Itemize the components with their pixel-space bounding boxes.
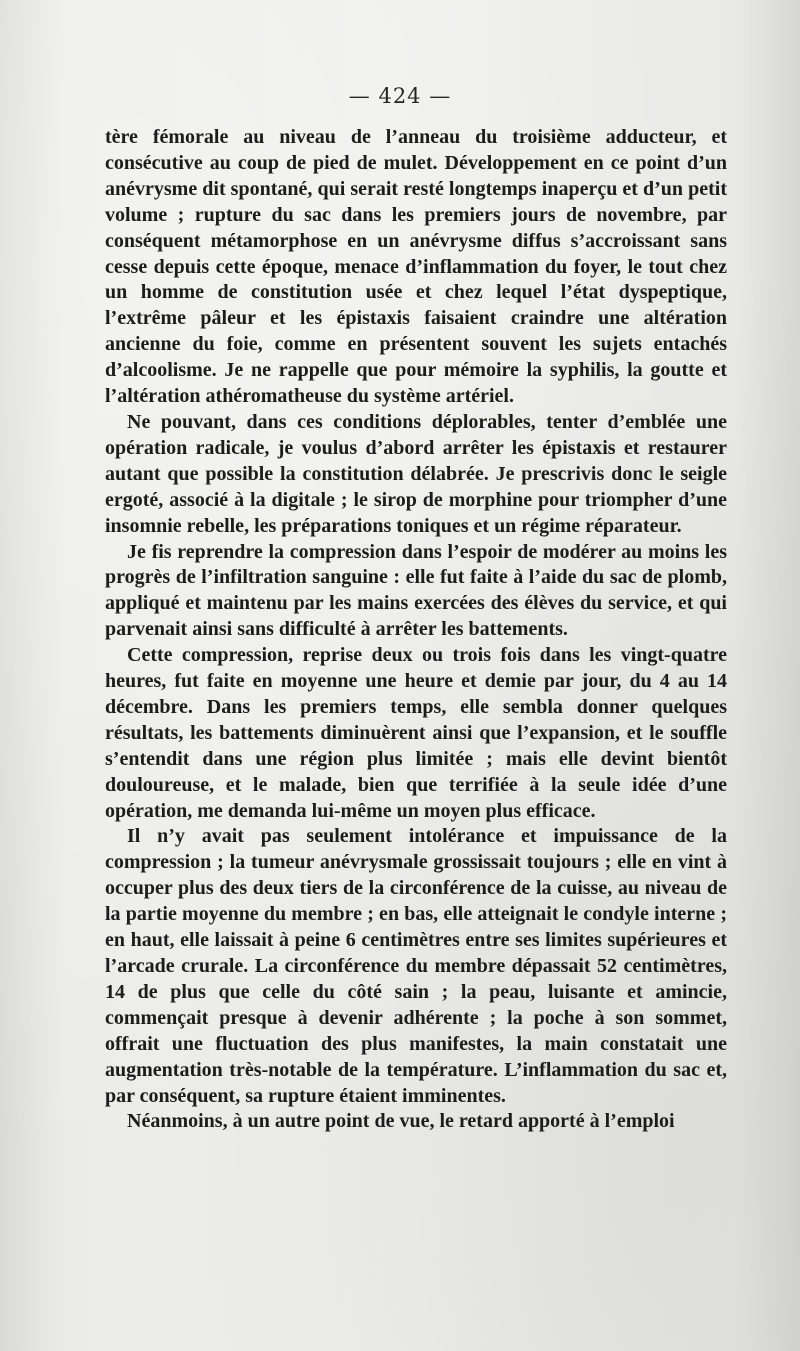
paragraph-continuation: tère fémorale au niveau de l’anneau du troisième adducteur, et consécutive au coup de pied de mulet. Développement en ce point d’un anévrysme dit spontané, qui serait resté longtemps inaperçu et d’un petit volume ; rupture du sac dans les premiers jours de novembre, par conséquent métamorphose en un anévrysme diffus s’accroissant sans cesse depuis cette époque, menace d’inflammation du foyer, le tout chez un homme de constitution usée et chez lequel l’état dyspeptique, l’extrême pâleur et les épistaxis faisaient craindre une altération ancienne du foie, comme en présentent souvent les sujets entachés d’alcoolisme. Je ne rappelle que pour mémoire la syphilis, la goutte et l’altération athéromatheuse du système artériel. bbox=[105, 126, 727, 408]
paragraph: Ne pouvant, dans ces conditions déplorables, tenter d’emblée une opération radicale, je voulus d’abord arrêter les épistaxis et restaurer autant que possible la constitution délabrée. Je prescrivis donc le seigle ergoté, associé à la digitale ; le sirop de morphine pour triompher d’une insomnie rebelle, les préparations toniques et un régime réparateur. bbox=[105, 410, 727, 537]
page-number: — 424 — bbox=[348, 84, 452, 108]
paragraph: Cette compression, reprise deux ou trois fois dans les vingt-quatre heures, fut faite en moyenne une heure et demie par jour, du 4 au 14 décembre. Dans les premiers temps, elle sembla donner quelques résultats, les battements diminuèrent ainsi que l’expansion, et le souffle s’entendit dans une région plus limitée ; mais elle devint bientôt douloureuse, et le malade, bien que terrifiée à la seule idée d’une opération, me demanda lui-même un moyen plus efficace. bbox=[105, 644, 727, 822]
paragraph: Il n’y avait pas seulement intolérance et impuissance de la compression ; la tumeur anévrysmale grossissait toujours ; elle en vint à occuper plus des deux tiers de la circonférence de la cuisse, au niveau de la partie moyenne du membre ; en bas, elle atteignait le condyle interne ; en haut, elle laissait à peine 6 centimètres entre ses limites supérieures et l’arcade crurale. La circonférence du membre dépassait 52 centimètres, 14 de plus que celle du côté sain ; la peau, luisante et amincie, commençait presque à devenir adhérente ; la poche à son sommet, offrait une fluctuation des plus manifestes, la main constatait une augmentation très-notable de la température. L’inflammation du sac et, par conséquent, sa rupture étaient imminentes. bbox=[105, 825, 727, 1107]
body-text bbox=[105, 125, 727, 1135]
paragraph: Je fis reprendre la compression dans l’espoir de modérer au moins les progrès de l’infiltration sanguine : elle fut faite à l’aide du sac de plomb, appliqué et maintenu par les mains exercées des élèves du service, et qui parvenait ainsi sans difficulté à arrêter les battements. bbox=[105, 540, 727, 641]
paragraph: Néanmoins, à un autre point de vue, le retard apporté à l’emploi bbox=[127, 1110, 675, 1133]
